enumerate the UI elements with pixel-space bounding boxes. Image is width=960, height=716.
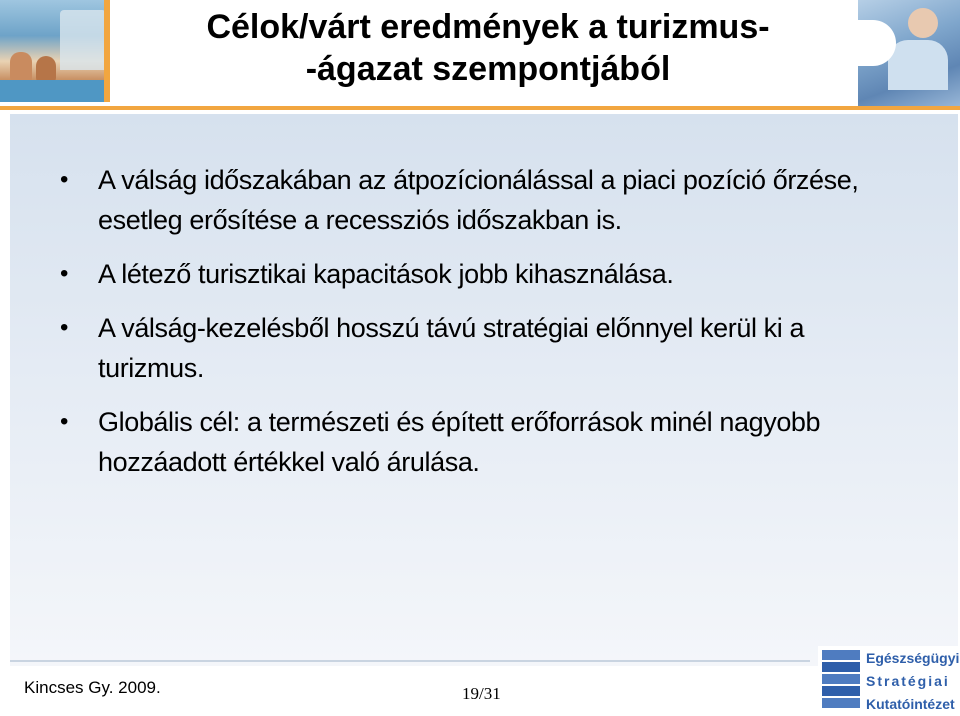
bullet-dot-icon: • xyxy=(60,314,69,341)
institute-logo xyxy=(818,646,960,716)
title-line-1: Célok/várt eredmények a turizmus- xyxy=(206,8,770,46)
bullet-text: Globális cél: a természeti és épített erőforrások minél nagyobb hozzáadott értékkel való árulása. xyxy=(98,407,821,477)
bullet-text: A létező turisztikai kapacitások jobb kihasználása. xyxy=(98,259,674,289)
footer-author: Kincses Gy. 2009. xyxy=(24,678,161,697)
logo-line-3: Kutatóintézet xyxy=(866,696,955,712)
title-line-2: -ágazat szempontjából xyxy=(305,50,671,88)
bullet-dot-icon: • xyxy=(60,166,69,193)
bullet-item xyxy=(60,254,916,294)
bullet-dot-icon: • xyxy=(60,260,69,287)
slide-title xyxy=(118,6,858,101)
bullet-item xyxy=(60,308,916,388)
page-number: 19/31 xyxy=(462,684,501,703)
bullet-text: A válság-kezelésből hosszú távú stratégiai előnnyel kerül ki a turizmus. xyxy=(98,313,805,383)
bullet-text: A válság időszakában az átpozícionálással a piaci pozíció őrzése, esetleg erősítése a recessziós időszakban is. xyxy=(98,165,859,235)
header-photo-spa xyxy=(0,0,110,102)
bullet-list xyxy=(60,160,916,496)
header-photo-surgery xyxy=(858,0,960,108)
footer-divider xyxy=(10,660,810,662)
bullet-item xyxy=(60,160,916,240)
bullet-item xyxy=(60,402,916,482)
bullet-dot-icon: • xyxy=(60,408,69,435)
logo-line-1: Egészségügyi xyxy=(866,650,960,666)
logo-icon xyxy=(822,650,860,712)
logo-line-2: Stratégiai xyxy=(866,673,950,689)
header-divider xyxy=(0,106,960,110)
